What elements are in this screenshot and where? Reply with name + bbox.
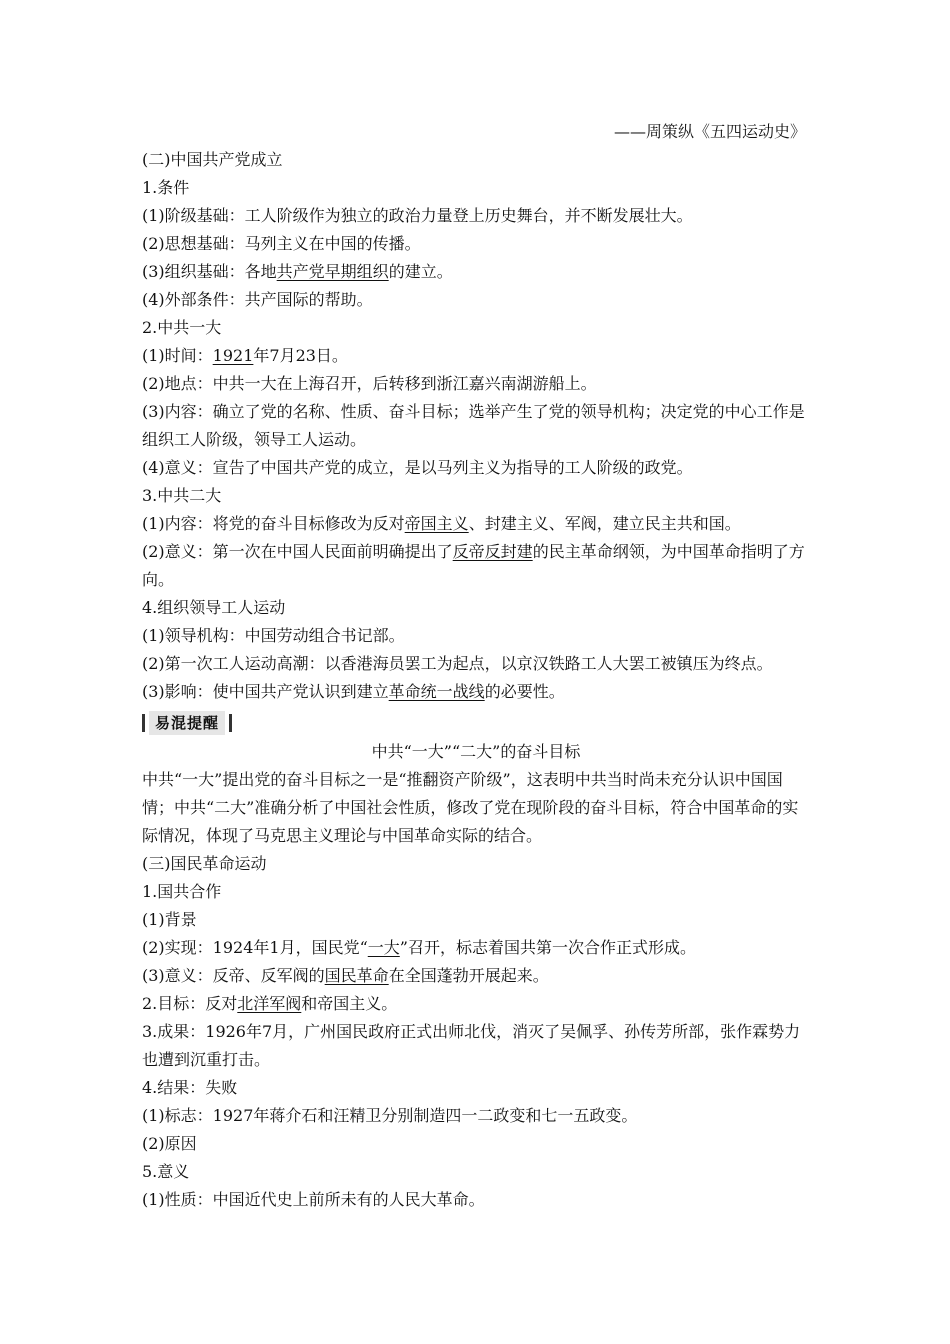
list-item: (1)时间：1921年7月23日。 [142,346,348,365]
subsection-heading: 3.中共二大 [142,486,222,505]
subsection-heading: 4.组织领导工人运动 [142,598,286,617]
list-item: (3)意义：反帝、反军阀的国民革命在全国蓬勃开展起来。 [142,966,549,985]
list-item: (2)思想基础：马列主义在中国的传播。 [142,234,421,253]
list-item: (1)标志：1927年蒋介石和汪精卫分别制造四一二政变和七一五政变。 [142,1106,638,1125]
subsection-heading: 2.目标：反对北洋军阀和帝国主义。 [142,994,398,1013]
key-term: 一大 [367,938,400,957]
document-page [142,118,810,1214]
list-item: (1)性质：中国近代史上前所未有的人民大革命。 [142,1190,485,1209]
subsection-heading: 1.条件 [142,178,190,197]
key-term: 北洋军阀 [237,994,302,1013]
section-heading: (三)国民革命运动 [142,854,267,873]
list-item: (2)地点：中共一大在上海召开，后转移到浙江嘉兴南湖游船上。 [142,374,597,393]
list-item: (2)原因 [142,1134,197,1153]
list-item: (3)影响：使中国共产党认识到建立革命统一战线的必要性。 [142,682,565,701]
key-term: 反帝反封建 [452,542,533,561]
list-item: (1)内容：将党的奋斗目标修改为反对帝国主义、封建主义、军阀，建立民主共和国。 [142,514,741,533]
list-item: (4)意义：宣告了中国共产党的成立，是以马列主义为指导的工人阶级的政党。 [142,458,693,477]
subsection-heading: 4.结果：失败 [142,1078,238,1097]
key-term: 革命统一战线 [388,682,485,701]
list-item: (3)内容：确立了党的名称、性质、奋斗目标；选举产生了党的领导机构；决定党的中心工作是组织工人阶级，领导工人运动。 [142,402,805,449]
subsection-heading: 1.国共合作 [142,882,222,901]
tip-bar [142,714,145,732]
subsection-heading: 5.意义 [142,1162,190,1181]
list-item: (2)意义：第一次在中国人民面前明确提出了反帝反封建的民主革命纲领，为中国革命指明了方向。 [142,542,805,589]
list-item: (4)外部条件：共产国际的帮助。 [142,290,373,309]
tip-bar [229,714,232,732]
list-item: (1)领导机构：中国劳动组合书记部。 [142,626,405,645]
key-term: 国民革命 [324,966,389,985]
quote-source: ——周策纵《五四运动史》 [613,122,806,141]
tip-body: 中共“一大”提出党的奋斗目标之一是“推翻资产阶级”，这表明中共当时尚未充分认识中国国情；中共“二大”准确分析了中国社会性质，修改了党在现阶段的奋斗目标，符合中国革命的实际情况，体现了马克思主义理论与中国革命实际的结合。 [142,770,799,845]
tip-title: 中共“一大”“二大”的奋斗目标 [371,742,581,761]
list-item: (1)阶级基础：工人阶级作为独立的政治力量登上历史舞台，并不断发展壮大。 [142,206,693,225]
list-item: (3)组织基础：各地共产党早期组织的建立。 [142,262,453,281]
list-item: (1)背景 [142,910,197,929]
key-term: 1921 [212,346,254,365]
key-term: 共产党早期组织 [276,262,389,281]
list-item: (2)第一次工人运动高潮：以香港海员罢工为起点，以京汉铁路工人大罢工被镇压为终点。 [142,654,773,673]
section-heading: (二)中国共产党成立 [142,150,283,169]
subsection-heading: 2.中共一大 [142,318,222,337]
list-item: (2)实现：1924年1月，国民党“一大”召开，标志着国共第一次合作正式形成。 [142,938,696,957]
tip-header [142,708,810,738]
key-term: 帝国主义 [404,514,469,533]
subsection-heading: 3.成果：1926年7月，广州国民政府正式出师北伐，消灭了吴佩孚、孙传芳所部，张作霖势力也遭到沉重打击。 [142,1022,801,1069]
tip-label: 易混提醒 [149,711,225,735]
